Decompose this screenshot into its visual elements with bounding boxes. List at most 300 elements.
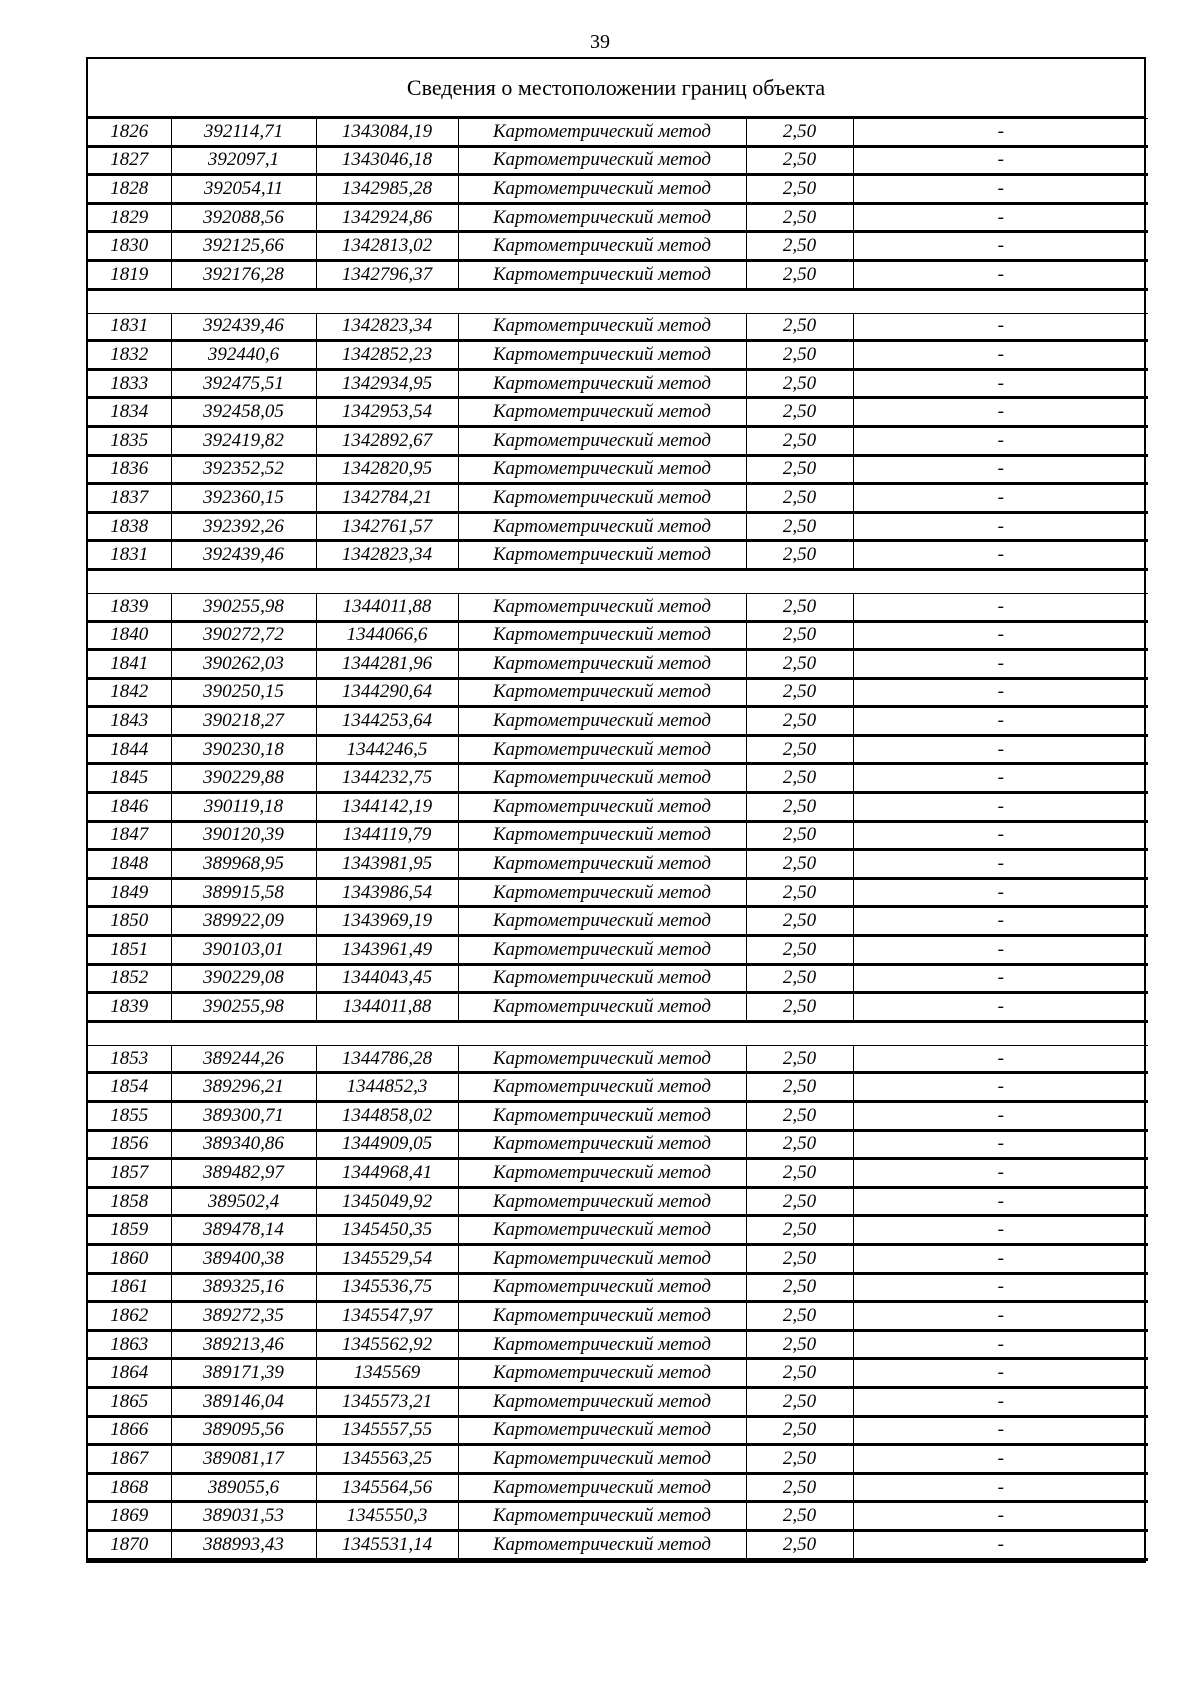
x-coordinate-cell: 390255,98 [171,593,316,621]
description-cell: - [853,426,1148,455]
description-cell: - [853,541,1148,570]
accuracy-cell: 2,50 [746,1102,853,1131]
accuracy-cell: 2,50 [746,821,853,850]
method-cell: Картометрический метод [458,764,746,793]
y-coordinate-cell: 1345557,55 [316,1416,458,1445]
x-coordinate-cell: 390119,18 [171,793,316,822]
table-row [88,1473,1148,1502]
y-coordinate-cell: 1344142,19 [316,793,458,822]
description-cell: - [853,793,1148,822]
point-number-cell: 1854 [88,1073,171,1102]
y-coordinate-cell: 1344852,3 [316,1073,458,1102]
table-row [88,1159,1148,1188]
y-coordinate-cell: 1343986,54 [316,878,458,907]
x-coordinate-cell: 389922,09 [171,907,316,936]
point-number-cell: 1865 [88,1387,171,1416]
description-cell: - [853,1273,1148,1302]
description-cell: - [853,907,1148,936]
x-coordinate-cell: 389055,6 [171,1473,316,1502]
method-cell: Картометрический метод [458,313,746,341]
x-coordinate-cell: 392176,28 [171,260,316,289]
accuracy-cell: 2,50 [746,398,853,427]
point-number-cell: 1849 [88,878,171,907]
description-cell: - [853,650,1148,679]
method-cell: Картометрический метод [458,621,746,650]
description-cell: - [853,593,1148,621]
method-cell: Картометрический метод [458,426,746,455]
point-number-cell: 1837 [88,484,171,513]
x-coordinate-cell: 389031,53 [171,1502,316,1531]
accuracy-cell: 2,50 [746,1330,853,1359]
description-cell: - [853,1416,1148,1445]
x-coordinate-cell: 390229,88 [171,764,316,793]
accuracy-cell: 2,50 [746,260,853,289]
x-coordinate-cell: 389213,46 [171,1330,316,1359]
boundary-table-sheet [86,57,1146,1563]
accuracy-cell: 2,50 [746,455,853,484]
point-number-cell: 1827 [88,146,171,175]
description-cell: - [853,993,1148,1022]
method-cell: Картометрический метод [458,1473,746,1502]
x-coordinate-cell: 392440,6 [171,341,316,370]
y-coordinate-cell: 1342761,57 [316,512,458,541]
accuracy-cell: 2,50 [746,1244,853,1273]
method-cell: Картометрический метод [458,593,746,621]
point-number-cell: 1836 [88,455,171,484]
x-coordinate-cell: 392125,66 [171,232,316,261]
method-cell: Картометрический метод [458,964,746,993]
point-number-cell: 1829 [88,203,171,232]
table-row [88,621,1148,650]
description-cell: - [853,936,1148,965]
accuracy-cell: 2,50 [746,1530,853,1559]
point-number-cell: 1867 [88,1445,171,1474]
x-coordinate-cell: 390230,18 [171,735,316,764]
description-cell: - [853,707,1148,736]
x-coordinate-cell: 392392,26 [171,512,316,541]
table-row [88,260,1148,289]
table-row [88,313,1148,341]
point-number-cell: 1839 [88,993,171,1022]
accuracy-cell: 2,50 [746,907,853,936]
point-number-cell: 1844 [88,735,171,764]
accuracy-cell: 2,50 [746,1416,853,1445]
accuracy-cell: 2,50 [746,1045,853,1073]
y-coordinate-cell: 1344290,64 [316,678,458,707]
method-cell: Картометрический метод [458,1445,746,1474]
y-coordinate-cell: 1343961,49 [316,936,458,965]
description-cell: - [853,1502,1148,1531]
method-cell: Картометрический метод [458,735,746,764]
accuracy-cell: 2,50 [746,146,853,175]
x-coordinate-cell: 389095,56 [171,1416,316,1445]
accuracy-cell: 2,50 [746,1159,853,1188]
table-row [88,426,1148,455]
table-row [88,821,1148,850]
x-coordinate-cell: 389340,86 [171,1130,316,1159]
method-cell: Картометрический метод [458,650,746,679]
point-number-cell: 1851 [88,936,171,965]
section-separator-cell [88,1021,1148,1045]
x-coordinate-cell: 392475,51 [171,369,316,398]
y-coordinate-cell: 1345531,14 [316,1530,458,1559]
point-number-cell: 1852 [88,964,171,993]
accuracy-cell: 2,50 [746,1130,853,1159]
description-cell: - [853,512,1148,541]
point-number-cell: 1861 [88,1273,171,1302]
accuracy-cell: 2,50 [746,1216,853,1245]
x-coordinate-cell: 389325,16 [171,1273,316,1302]
description-cell: - [853,821,1148,850]
point-number-cell: 1842 [88,678,171,707]
table-row [88,1302,1148,1331]
x-coordinate-cell: 389482,97 [171,1159,316,1188]
x-coordinate-cell: 389400,38 [171,1244,316,1273]
table-row [88,735,1148,764]
x-coordinate-cell: 389502,4 [171,1187,316,1216]
point-number-cell: 1848 [88,850,171,879]
y-coordinate-cell: 1344011,88 [316,593,458,621]
accuracy-cell: 2,50 [746,793,853,822]
method-cell: Картометрический метод [458,1273,746,1302]
y-coordinate-cell: 1342852,23 [316,341,458,370]
x-coordinate-cell: 392419,82 [171,426,316,455]
y-coordinate-cell: 1344011,88 [316,993,458,1022]
y-coordinate-cell: 1344246,5 [316,735,458,764]
method-cell: Картометрический метод [458,907,746,936]
description-cell: - [853,369,1148,398]
table-row [88,650,1148,679]
y-coordinate-cell: 1345529,54 [316,1244,458,1273]
accuracy-cell: 2,50 [746,1187,853,1216]
description-cell: - [853,1187,1148,1216]
table-row [88,1445,1148,1474]
y-coordinate-cell: 1343084,19 [316,119,458,147]
y-coordinate-cell: 1344253,64 [316,707,458,736]
y-coordinate-cell: 1344909,05 [316,1130,458,1159]
x-coordinate-cell: 392114,71 [171,119,316,147]
y-coordinate-cell: 1345569 [316,1359,458,1388]
point-number-cell: 1864 [88,1359,171,1388]
coordinates-table-body [88,119,1148,1560]
table-row [88,146,1148,175]
description-cell: - [853,260,1148,289]
point-number-cell: 1860 [88,1244,171,1273]
x-coordinate-cell: 389968,95 [171,850,316,879]
y-coordinate-cell: 1342985,28 [316,175,458,204]
accuracy-cell: 2,50 [746,1273,853,1302]
y-coordinate-cell: 1344968,41 [316,1159,458,1188]
section-separator-cell [88,289,1148,313]
table-row [88,1244,1148,1273]
point-number-cell: 1833 [88,369,171,398]
y-coordinate-cell: 1342823,34 [316,541,458,570]
table-row [88,1216,1148,1245]
point-number-cell: 1847 [88,821,171,850]
y-coordinate-cell: 1345563,25 [316,1445,458,1474]
y-coordinate-cell: 1345564,56 [316,1473,458,1502]
point-number-cell: 1843 [88,707,171,736]
table-row [88,964,1148,993]
table-row [88,1416,1148,1445]
method-cell: Картометрический метод [458,1187,746,1216]
point-number-cell: 1845 [88,764,171,793]
table-row [88,398,1148,427]
page-number: 39 [590,31,610,53]
y-coordinate-cell: 1342820,95 [316,455,458,484]
point-number-cell: 1859 [88,1216,171,1245]
x-coordinate-cell: 390255,98 [171,993,316,1022]
x-coordinate-cell: 390229,08 [171,964,316,993]
point-number-cell: 1866 [88,1416,171,1445]
accuracy-cell: 2,50 [746,341,853,370]
table-row [88,512,1148,541]
table-row [88,369,1148,398]
description-cell: - [853,850,1148,879]
method-cell: Картометрический метод [458,455,746,484]
table-row [88,484,1148,513]
accuracy-cell: 2,50 [746,936,853,965]
section-separator-row [88,289,1148,313]
y-coordinate-cell: 1342823,34 [316,313,458,341]
description-cell: - [853,678,1148,707]
description-cell: - [853,1473,1148,1502]
method-cell: Картометрический метод [458,1102,746,1131]
description-cell: - [853,1102,1148,1131]
point-number-cell: 1850 [88,907,171,936]
y-coordinate-cell: 1342892,67 [316,426,458,455]
method-cell: Картометрический метод [458,484,746,513]
accuracy-cell: 2,50 [746,707,853,736]
y-coordinate-cell: 1343046,18 [316,146,458,175]
method-cell: Картометрический метод [458,1073,746,1102]
y-coordinate-cell: 1343969,19 [316,907,458,936]
method-cell: Картометрический метод [458,1302,746,1331]
x-coordinate-cell: 389244,26 [171,1045,316,1073]
method-cell: Картометрический метод [458,541,746,570]
method-cell: Картометрический метод [458,936,746,965]
table-row [88,1273,1148,1302]
accuracy-cell: 2,50 [746,541,853,570]
point-number-cell: 1857 [88,1159,171,1188]
table-row [88,1187,1148,1216]
point-number-cell: 1853 [88,1045,171,1073]
y-coordinate-cell: 1345562,92 [316,1330,458,1359]
table-row [88,232,1148,261]
x-coordinate-cell: 392352,52 [171,455,316,484]
accuracy-cell: 2,50 [746,735,853,764]
y-coordinate-cell: 1342784,21 [316,484,458,513]
table-row [88,764,1148,793]
y-coordinate-cell: 1342953,54 [316,398,458,427]
point-number-cell: 1832 [88,341,171,370]
y-coordinate-cell: 1343981,95 [316,850,458,879]
table-row [88,1130,1148,1159]
y-coordinate-cell: 1344119,79 [316,821,458,850]
x-coordinate-cell: 390103,01 [171,936,316,965]
accuracy-cell: 2,50 [746,678,853,707]
point-number-cell: 1831 [88,313,171,341]
method-cell: Картометрический метод [458,369,746,398]
table-row [88,593,1148,621]
accuracy-cell: 2,50 [746,119,853,147]
accuracy-cell: 2,50 [746,1359,853,1388]
x-coordinate-cell: 389300,71 [171,1102,316,1131]
point-number-cell: 1869 [88,1502,171,1531]
method-cell: Картометрический метод [458,1330,746,1359]
accuracy-cell: 2,50 [746,1302,853,1331]
point-number-cell: 1819 [88,260,171,289]
accuracy-cell: 2,50 [746,232,853,261]
description-cell: - [853,232,1148,261]
x-coordinate-cell: 390218,27 [171,707,316,736]
method-cell: Картометрический метод [458,1130,746,1159]
table-row [88,993,1148,1022]
point-number-cell: 1863 [88,1330,171,1359]
x-coordinate-cell: 389915,58 [171,878,316,907]
table-row [88,678,1148,707]
accuracy-cell: 2,50 [746,964,853,993]
table-row [88,1359,1148,1388]
accuracy-cell: 2,50 [746,650,853,679]
table-row [88,707,1148,736]
description-cell: - [853,1445,1148,1474]
x-coordinate-cell: 388993,43 [171,1530,316,1559]
method-cell: Картометрический метод [458,850,746,879]
point-number-cell: 1839 [88,593,171,621]
y-coordinate-cell: 1344043,45 [316,964,458,993]
table-row [88,1073,1148,1102]
accuracy-cell: 2,50 [746,203,853,232]
method-cell: Картометрический метод [458,512,746,541]
method-cell: Картометрический метод [458,1216,746,1245]
accuracy-cell: 2,50 [746,1473,853,1502]
accuracy-cell: 2,50 [746,878,853,907]
table-row [88,203,1148,232]
point-number-cell: 1831 [88,541,171,570]
x-coordinate-cell: 390120,39 [171,821,316,850]
description-cell: - [853,1073,1148,1102]
method-cell: Картометрический метод [458,707,746,736]
y-coordinate-cell: 1344232,75 [316,764,458,793]
point-number-cell: 1846 [88,793,171,822]
point-number-cell: 1868 [88,1473,171,1502]
table-row [88,907,1148,936]
y-coordinate-cell: 1345550,3 [316,1502,458,1531]
description-cell: - [853,1244,1148,1273]
accuracy-cell: 2,50 [746,484,853,513]
table-row [88,1502,1148,1531]
x-coordinate-cell: 392439,46 [171,313,316,341]
method-cell: Картометрический метод [458,1530,746,1559]
x-coordinate-cell: 390272,72 [171,621,316,650]
point-number-cell: 1840 [88,621,171,650]
method-cell: Картометрический метод [458,119,746,147]
y-coordinate-cell: 1345049,92 [316,1187,458,1216]
y-coordinate-cell: 1344786,28 [316,1045,458,1073]
method-cell: Картометрический метод [458,1045,746,1073]
y-coordinate-cell: 1345547,97 [316,1302,458,1331]
coordinates-table [88,118,1148,1561]
table-row [88,936,1148,965]
point-number-cell: 1858 [88,1187,171,1216]
point-number-cell: 1830 [88,232,171,261]
description-cell: - [853,146,1148,175]
method-cell: Картометрический метод [458,1387,746,1416]
accuracy-cell: 2,50 [746,1387,853,1416]
description-cell: - [853,313,1148,341]
accuracy-cell: 2,50 [746,1073,853,1102]
method-cell: Картометрический метод [458,232,746,261]
method-cell: Картометрический метод [458,1359,746,1388]
description-cell: - [853,1302,1148,1331]
accuracy-cell: 2,50 [746,764,853,793]
description-cell: - [853,1130,1148,1159]
section-separator-row [88,1021,1148,1045]
table-row [88,341,1148,370]
accuracy-cell: 2,50 [746,426,853,455]
x-coordinate-cell: 392054,11 [171,175,316,204]
point-number-cell: 1855 [88,1102,171,1131]
description-cell: - [853,1216,1148,1245]
method-cell: Картометрический метод [458,175,746,204]
description-cell: - [853,1045,1148,1073]
description-cell: - [853,1387,1148,1416]
x-coordinate-cell: 389171,39 [171,1359,316,1388]
table-row [88,793,1148,822]
x-coordinate-cell: 389296,21 [171,1073,316,1102]
description-cell: - [853,119,1148,147]
table-title: Сведения о местоположении границ объекта [88,59,1144,118]
x-coordinate-cell: 392439,46 [171,541,316,570]
section-separator-row [88,569,1148,593]
table-row [88,175,1148,204]
accuracy-cell: 2,50 [746,1445,853,1474]
y-coordinate-cell: 1344066,6 [316,621,458,650]
x-coordinate-cell: 392360,15 [171,484,316,513]
table-row [88,1330,1148,1359]
table-row [88,878,1148,907]
accuracy-cell: 2,50 [746,993,853,1022]
method-cell: Картометрический метод [458,1502,746,1531]
accuracy-cell: 2,50 [746,512,853,541]
table-row [88,541,1148,570]
description-cell: - [853,964,1148,993]
description-cell: - [853,175,1148,204]
x-coordinate-cell: 389272,35 [171,1302,316,1331]
accuracy-cell: 2,50 [746,850,853,879]
x-coordinate-cell: 390262,03 [171,650,316,679]
description-cell: - [853,1530,1148,1559]
y-coordinate-cell: 1342934,95 [316,369,458,398]
accuracy-cell: 2,50 [746,369,853,398]
table-row [88,1387,1148,1416]
table-row [88,1045,1148,1073]
description-cell: - [853,341,1148,370]
method-cell: Картометрический метод [458,1159,746,1188]
description-cell: - [853,455,1148,484]
description-cell: - [853,764,1148,793]
accuracy-cell: 2,50 [746,313,853,341]
accuracy-cell: 2,50 [746,1502,853,1531]
method-cell: Картометрический метод [458,1244,746,1273]
method-cell: Картометрический метод [458,1416,746,1445]
x-coordinate-cell: 389478,14 [171,1216,316,1245]
y-coordinate-cell: 1344858,02 [316,1102,458,1131]
point-number-cell: 1841 [88,650,171,679]
x-coordinate-cell: 389146,04 [171,1387,316,1416]
accuracy-cell: 2,50 [746,593,853,621]
